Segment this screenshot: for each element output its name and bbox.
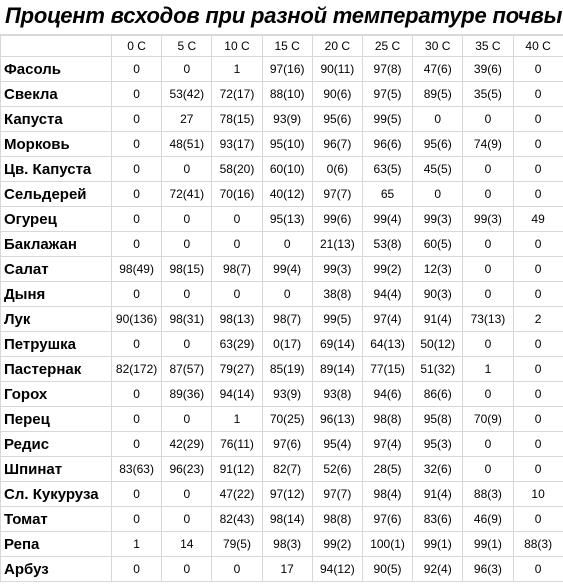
value-cell[interactable]: 0: [463, 457, 513, 482]
value-cell[interactable]: 14: [162, 532, 212, 557]
value-cell[interactable]: 0(6): [312, 157, 362, 182]
value-cell[interactable]: 40(12): [262, 182, 312, 207]
value-cell[interactable]: 97(6): [362, 507, 412, 532]
value-cell[interactable]: 65: [362, 182, 412, 207]
value-cell[interactable]: 0: [112, 557, 162, 582]
value-cell[interactable]: 99(1): [463, 532, 513, 557]
value-cell[interactable]: 58(20): [212, 157, 262, 182]
crop-name-cell[interactable]: Пастернак: [1, 357, 112, 382]
value-cell[interactable]: 76(11): [212, 432, 262, 457]
value-cell[interactable]: 0: [513, 457, 563, 482]
value-cell[interactable]: 0: [112, 507, 162, 532]
value-cell[interactable]: 0: [112, 482, 162, 507]
value-cell[interactable]: 99(4): [262, 257, 312, 282]
table-row: [1, 107, 563, 132]
value-cell[interactable]: 96(13): [312, 407, 362, 432]
value-cell[interactable]: 0: [413, 107, 463, 132]
value-cell[interactable]: 0: [112, 382, 162, 407]
value-cell[interactable]: 97(8): [362, 57, 412, 82]
value-cell[interactable]: 93(8): [312, 382, 362, 407]
value-cell[interactable]: 0: [513, 257, 563, 282]
value-cell[interactable]: 0: [463, 332, 513, 357]
value-cell[interactable]: 99(3): [463, 207, 513, 232]
value-cell[interactable]: 86(6): [413, 382, 463, 407]
value-cell[interactable]: 77(15): [362, 357, 412, 382]
value-cell[interactable]: 0: [513, 357, 563, 382]
value-cell[interactable]: 93(17): [212, 132, 262, 157]
value-cell[interactable]: 91(12): [212, 457, 262, 482]
value-cell[interactable]: 83(6): [413, 507, 463, 532]
table-body: [1, 57, 563, 582]
crop-name-cell[interactable]: Петрушка: [1, 332, 112, 357]
crop-name-cell[interactable]: Свекла: [1, 82, 112, 107]
value-cell[interactable]: 60(10): [262, 157, 312, 182]
value-cell[interactable]: 46(9): [463, 507, 513, 532]
value-cell[interactable]: 91(4): [413, 482, 463, 507]
table-row: [1, 282, 563, 307]
value-cell[interactable]: 0: [463, 382, 513, 407]
column-header[interactable]: 35 C: [463, 36, 513, 57]
value-cell[interactable]: 99(5): [312, 307, 362, 332]
value-cell[interactable]: 94(6): [362, 382, 412, 407]
value-cell[interactable]: 0: [513, 432, 563, 457]
value-cell[interactable]: 83(63): [112, 457, 162, 482]
column-header[interactable]: 15 C: [262, 36, 312, 57]
value-cell[interactable]: 99(5): [362, 107, 412, 132]
value-cell[interactable]: 96(6): [362, 132, 412, 157]
table-row: [1, 182, 563, 207]
value-cell[interactable]: 95(8): [413, 407, 463, 432]
value-cell[interactable]: 74(9): [463, 132, 513, 157]
table-row: [1, 82, 563, 107]
table-row: [1, 257, 563, 282]
column-header[interactable]: 0 C: [112, 36, 162, 57]
value-cell[interactable]: 93(9): [262, 107, 312, 132]
value-cell[interactable]: 0: [212, 282, 262, 307]
column-header[interactable]: 25 C: [362, 36, 412, 57]
value-cell[interactable]: 70(16): [212, 182, 262, 207]
value-cell[interactable]: 99(2): [362, 257, 412, 282]
value-cell[interactable]: 98(49): [112, 257, 162, 282]
table-row: [1, 332, 563, 357]
value-cell[interactable]: 52(6): [312, 457, 362, 482]
value-cell[interactable]: 0: [463, 432, 513, 457]
value-cell[interactable]: 39(6): [463, 57, 513, 82]
value-cell[interactable]: 98(7): [262, 307, 312, 332]
value-cell[interactable]: 32(6): [413, 457, 463, 482]
crop-name-cell[interactable]: Фасоль: [1, 57, 112, 82]
value-cell[interactable]: 0: [212, 207, 262, 232]
value-cell[interactable]: 0: [513, 507, 563, 532]
value-cell[interactable]: 0: [162, 207, 212, 232]
value-cell[interactable]: 91(4): [413, 307, 463, 332]
crop-name-cell[interactable]: Цв. Капуста: [1, 157, 112, 182]
crop-name-cell[interactable]: Перец: [1, 407, 112, 432]
value-cell[interactable]: 1: [463, 357, 513, 382]
value-cell[interactable]: 82(172): [112, 357, 162, 382]
value-cell[interactable]: 78(15): [212, 107, 262, 132]
value-cell[interactable]: 88(10): [262, 82, 312, 107]
value-cell[interactable]: 99(2): [312, 532, 362, 557]
sheet-title: Процент всходов при разной температуре почвы: [5, 3, 563, 28]
value-cell[interactable]: 51(32): [413, 357, 463, 382]
value-cell[interactable]: 85(19): [262, 357, 312, 382]
value-cell[interactable]: 70(25): [262, 407, 312, 432]
crop-name-cell[interactable]: Капуста: [1, 107, 112, 132]
value-cell[interactable]: 70(9): [463, 407, 513, 432]
table-row: [1, 157, 563, 182]
value-cell[interactable]: 69(14): [312, 332, 362, 357]
table-row: [1, 407, 563, 432]
value-cell[interactable]: 95(4): [312, 432, 362, 457]
value-cell[interactable]: 90(5): [362, 557, 412, 582]
crop-name-cell[interactable]: Салат: [1, 257, 112, 282]
table-row: [1, 457, 563, 482]
column-header[interactable]: 40 C: [513, 36, 563, 57]
table-row: [1, 482, 563, 507]
value-cell[interactable]: 0: [513, 107, 563, 132]
value-cell[interactable]: 17: [262, 557, 312, 582]
value-cell[interactable]: 28(5): [362, 457, 412, 482]
header-row: [1, 36, 563, 57]
value-cell[interactable]: 98(8): [312, 507, 362, 532]
crop-name-cell[interactable]: Арбуз: [1, 557, 112, 582]
value-cell[interactable]: 94(4): [362, 282, 412, 307]
value-cell[interactable]: 94(12): [312, 557, 362, 582]
value-cell[interactable]: 90(6): [312, 82, 362, 107]
value-cell[interactable]: 21(13): [312, 232, 362, 257]
value-cell[interactable]: 93(9): [262, 382, 312, 407]
value-cell[interactable]: 0: [463, 257, 513, 282]
value-cell[interactable]: 49: [513, 207, 563, 232]
value-cell[interactable]: 27: [162, 107, 212, 132]
value-cell[interactable]: 0: [463, 107, 513, 132]
value-cell[interactable]: 0: [162, 332, 212, 357]
value-cell[interactable]: 0: [513, 132, 563, 157]
value-cell[interactable]: 99(6): [312, 207, 362, 232]
table-row: [1, 507, 563, 532]
value-cell[interactable]: 99(3): [413, 207, 463, 232]
table-row: [1, 432, 563, 457]
value-cell[interactable]: 95(6): [413, 132, 463, 157]
value-cell[interactable]: 0: [513, 157, 563, 182]
value-cell[interactable]: 97(6): [262, 432, 312, 457]
value-cell[interactable]: 64(13): [362, 332, 412, 357]
value-cell[interactable]: 0: [112, 107, 162, 132]
value-cell[interactable]: 0: [112, 157, 162, 182]
value-cell[interactable]: 0: [112, 182, 162, 207]
value-cell[interactable]: 0: [463, 157, 513, 182]
value-cell[interactable]: 0: [162, 557, 212, 582]
value-cell[interactable]: 98(3): [262, 532, 312, 557]
value-cell[interactable]: 97(16): [262, 57, 312, 82]
value-cell[interactable]: 98(31): [162, 307, 212, 332]
value-cell[interactable]: 35(5): [463, 82, 513, 107]
value-cell[interactable]: 45(5): [413, 157, 463, 182]
value-cell[interactable]: 98(7): [212, 257, 262, 282]
value-cell[interactable]: 72(41): [162, 182, 212, 207]
value-cell[interactable]: 0: [413, 182, 463, 207]
value-cell[interactable]: 0: [463, 182, 513, 207]
table-row: [1, 357, 563, 382]
value-cell[interactable]: 0: [513, 232, 563, 257]
value-cell[interactable]: 0: [463, 282, 513, 307]
value-cell[interactable]: 97(4): [362, 432, 412, 457]
value-cell[interactable]: 72(17): [212, 82, 262, 107]
value-cell[interactable]: 95(10): [262, 132, 312, 157]
table-row: [1, 232, 563, 257]
value-cell[interactable]: 60(5): [413, 232, 463, 257]
column-header[interactable]: 20 C: [312, 36, 362, 57]
table-row: [1, 307, 563, 332]
value-cell[interactable]: 0: [513, 557, 563, 582]
value-cell[interactable]: 1: [212, 407, 262, 432]
table-row: [1, 382, 563, 407]
value-cell[interactable]: 94(14): [212, 382, 262, 407]
value-cell[interactable]: 0: [262, 282, 312, 307]
value-cell[interactable]: 98(13): [212, 307, 262, 332]
value-cell[interactable]: 82(7): [262, 457, 312, 482]
crop-name-cell[interactable]: Редис: [1, 432, 112, 457]
value-cell[interactable]: 0: [112, 432, 162, 457]
value-cell[interactable]: 42(29): [162, 432, 212, 457]
value-cell[interactable]: 95(6): [312, 107, 362, 132]
value-cell[interactable]: 89(14): [312, 357, 362, 382]
value-cell[interactable]: 95(13): [262, 207, 312, 232]
value-cell[interactable]: 97(7): [312, 482, 362, 507]
sheet-title-row[interactable]: [0, 0, 563, 35]
value-cell[interactable]: 12(3): [413, 257, 463, 282]
column-header[interactable]: 30 C: [413, 36, 463, 57]
column-header[interactable]: 10 C: [212, 36, 262, 57]
crop-name-cell[interactable]: Морковь: [1, 132, 112, 157]
value-cell[interactable]: 1: [112, 532, 162, 557]
value-cell[interactable]: 98(8): [362, 407, 412, 432]
value-cell[interactable]: 0: [513, 57, 563, 82]
value-cell[interactable]: 89(36): [162, 382, 212, 407]
value-cell[interactable]: 63(29): [212, 332, 262, 357]
value-cell[interactable]: 47(6): [413, 57, 463, 82]
value-cell[interactable]: 90(11): [312, 57, 362, 82]
crop-name-cell[interactable]: Репа: [1, 532, 112, 557]
value-cell[interactable]: 48(51): [162, 132, 212, 157]
crop-name-cell[interactable]: Баклажан: [1, 232, 112, 257]
value-cell[interactable]: 0: [162, 57, 212, 82]
value-cell[interactable]: 53(8): [362, 232, 412, 257]
value-cell[interactable]: 0: [162, 407, 212, 432]
crop-name-cell[interactable]: Лук: [1, 307, 112, 332]
value-cell[interactable]: 0: [112, 132, 162, 157]
header-corner-cell[interactable]: [1, 36, 112, 57]
value-cell[interactable]: 90(3): [413, 282, 463, 307]
crop-name-cell[interactable]: Томат: [1, 507, 112, 532]
value-cell[interactable]: 79(5): [212, 532, 262, 557]
value-cell[interactable]: 99(1): [413, 532, 463, 557]
table-row: [1, 132, 563, 157]
value-cell[interactable]: 97(4): [362, 307, 412, 332]
table-row: [1, 207, 563, 232]
value-cell[interactable]: 87(57): [162, 357, 212, 382]
value-cell[interactable]: 0: [112, 407, 162, 432]
value-cell[interactable]: 82(43): [212, 507, 262, 532]
value-cell[interactable]: 63(5): [362, 157, 412, 182]
germination-table: [0, 35, 563, 582]
crop-name-cell[interactable]: Огурец: [1, 207, 112, 232]
value-cell[interactable]: 73(13): [463, 307, 513, 332]
value-cell[interactable]: 96(7): [312, 132, 362, 157]
value-cell[interactable]: 100(1): [362, 532, 412, 557]
column-header[interactable]: 5 C: [162, 36, 212, 57]
table-row: [1, 57, 563, 82]
value-cell[interactable]: 90(136): [112, 307, 162, 332]
value-cell[interactable]: 47(22): [212, 482, 262, 507]
value-cell[interactable]: 10: [513, 482, 563, 507]
value-cell[interactable]: 98(14): [262, 507, 312, 532]
value-cell[interactable]: 0: [513, 332, 563, 357]
value-cell[interactable]: 0: [463, 232, 513, 257]
value-cell[interactable]: 89(5): [413, 82, 463, 107]
value-cell[interactable]: 98(15): [162, 257, 212, 282]
value-cell[interactable]: 53(42): [162, 82, 212, 107]
value-cell[interactable]: 96(23): [162, 457, 212, 482]
value-cell[interactable]: 38(8): [312, 282, 362, 307]
crop-name-cell[interactable]: Горох: [1, 382, 112, 407]
value-cell[interactable]: 2: [513, 307, 563, 332]
value-cell[interactable]: 0: [112, 332, 162, 357]
value-cell[interactable]: 0: [212, 232, 262, 257]
value-cell[interactable]: 50(12): [413, 332, 463, 357]
crop-name-cell[interactable]: Сельдерей: [1, 182, 112, 207]
value-cell[interactable]: 0: [513, 282, 563, 307]
value-cell[interactable]: 99(4): [362, 207, 412, 232]
value-cell[interactable]: 0: [262, 232, 312, 257]
value-cell[interactable]: 97(12): [262, 482, 312, 507]
value-cell[interactable]: 0: [513, 82, 563, 107]
value-cell[interactable]: 98(4): [362, 482, 412, 507]
value-cell[interactable]: 0: [112, 207, 162, 232]
value-cell[interactable]: 0: [513, 382, 563, 407]
crop-name-cell[interactable]: Сл. Кукуруза: [1, 482, 112, 507]
value-cell[interactable]: 88(3): [513, 532, 563, 557]
value-cell[interactable]: 0(17): [262, 332, 312, 357]
value-cell[interactable]: 0: [162, 482, 212, 507]
value-cell[interactable]: 0: [212, 557, 262, 582]
value-cell[interactable]: 95(3): [413, 432, 463, 457]
value-cell[interactable]: 99(3): [312, 257, 362, 282]
value-cell[interactable]: 79(27): [212, 357, 262, 382]
value-cell[interactable]: 96(3): [463, 557, 513, 582]
value-cell[interactable]: 97(7): [312, 182, 362, 207]
value-cell[interactable]: 0: [162, 507, 212, 532]
crop-name-cell[interactable]: Шпинат: [1, 457, 112, 482]
value-cell[interactable]: 0: [162, 232, 212, 257]
value-cell[interactable]: 0: [162, 157, 212, 182]
value-cell[interactable]: 0: [112, 282, 162, 307]
table-row: [1, 532, 563, 557]
value-cell[interactable]: 0: [513, 407, 563, 432]
value-cell[interactable]: 92(4): [413, 557, 463, 582]
value-cell[interactable]: 0: [162, 282, 212, 307]
value-cell[interactable]: 97(5): [362, 82, 412, 107]
value-cell[interactable]: 88(3): [463, 482, 513, 507]
value-cell[interactable]: 0: [112, 232, 162, 257]
value-cell[interactable]: 0: [513, 182, 563, 207]
value-cell[interactable]: 1: [212, 57, 262, 82]
crop-name-cell[interactable]: Дыня: [1, 282, 112, 307]
value-cell[interactable]: 0: [112, 82, 162, 107]
table-row: [1, 557, 563, 582]
value-cell[interactable]: 0: [112, 57, 162, 82]
